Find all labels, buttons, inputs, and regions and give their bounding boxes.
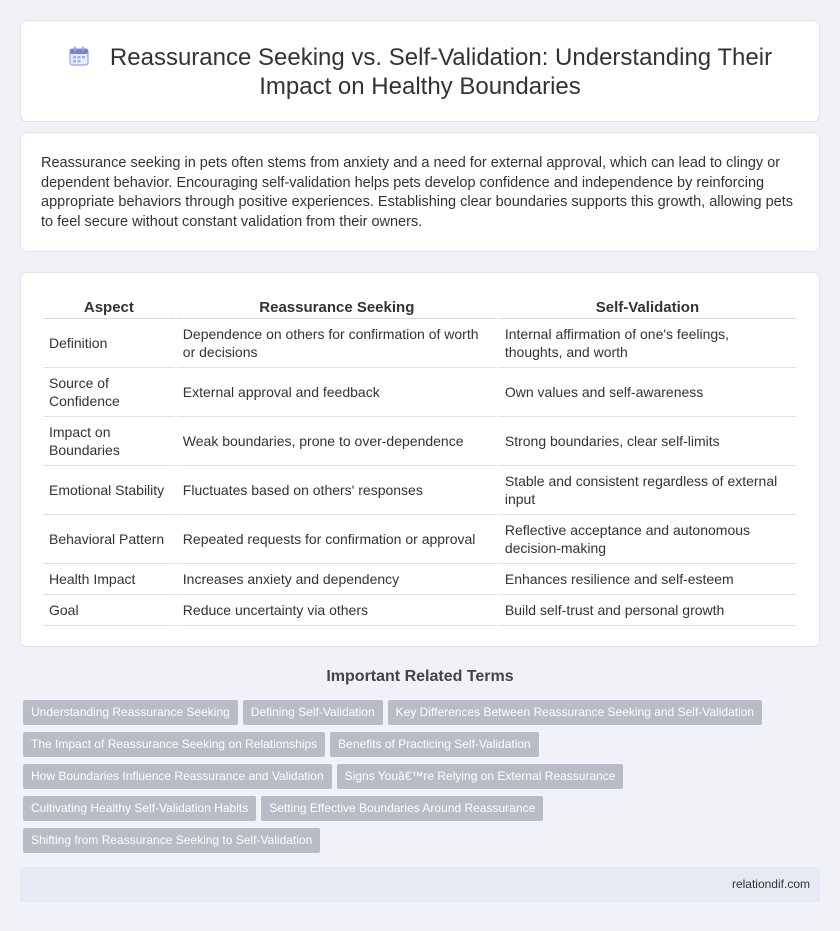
intro-paragraph: Reassurance seeking in pets often stems from anxiety and a need for external approval, which can lead to clingy or dependent behavior. Encouraging self-validation helps pets develop confidence and independence by reinforcing appropriate behaviors through positive experiences. Establishing clear boundaries supports this growth, allowing pets to feel secure without constant validation from their owners. — [41, 155, 794, 230]
related-terms-list — [23, 700, 803, 860]
table-cell-self-validation: Internal affirmation of one's feelings, thoughts, and worth — [499, 319, 796, 368]
table-row — [43, 515, 796, 564]
table-row — [43, 417, 796, 466]
table-cell-aspect: Definition — [43, 319, 175, 368]
tag-row — [23, 828, 803, 860]
table-cell-reassurance: Reduce uncertainty via others — [177, 595, 497, 626]
related-term-tag[interactable]: Benefits of Practicing Self-Validation — [330, 732, 539, 757]
comparison-table-card — [20, 272, 820, 647]
table-header-row — [43, 297, 796, 319]
tag-row — [23, 732, 803, 764]
table-cell-aspect: Goal — [43, 595, 175, 626]
table-cell-self-validation: Reflective acceptance and autonomous decision-making — [499, 515, 796, 564]
related-term-tag[interactable]: Understanding Reassurance Seeking — [23, 700, 238, 725]
header-card — [20, 20, 820, 122]
table-row — [43, 368, 796, 417]
footer — [20, 867, 820, 902]
page-title: Reassurance Seeking vs. Self-Validation: Understanding Their Impact on Healthy Boundaries — [109, 44, 773, 100]
table-row — [43, 466, 796, 515]
footer-site-name: relationdif.com — [731, 877, 810, 891]
title-wrap — [21, 43, 819, 101]
column-header-self-validation: Self-Validation — [499, 297, 796, 319]
related-terms-heading: Important Related Terms — [326, 668, 514, 685]
related-term-tag[interactable]: Setting Effective Boundaries Around Reassurance — [261, 796, 543, 821]
table-cell-reassurance: Repeated requests for confirmation or approval — [177, 515, 497, 564]
table-cell-aspect: Source of Confidence — [43, 368, 175, 417]
table-cell-self-validation: Stable and consistent regardless of external input — [499, 466, 796, 515]
table-cell-self-validation: Own values and self-awareness — [499, 368, 796, 417]
table-cell-reassurance: Weak boundaries, prone to over-dependence — [177, 417, 497, 466]
related-term-tag[interactable]: The Impact of Reassurance Seeking on Relationships — [23, 732, 325, 757]
table-row — [43, 564, 796, 595]
tag-row — [23, 764, 803, 796]
related-term-tag[interactable]: Defining Self-Validation — [243, 700, 383, 725]
table-cell-self-validation: Enhances resilience and self-esteem — [499, 564, 796, 595]
intro-card — [20, 132, 820, 252]
related-term-tag[interactable]: Signs Youâ€™re Relying on External Reassurance — [337, 764, 624, 789]
table-cell-reassurance: Fluctuates based on others' responses — [177, 466, 497, 515]
column-header-aspect: Aspect — [43, 297, 175, 319]
comparison-table — [41, 297, 798, 626]
table-cell-aspect: Behavioral Pattern — [43, 515, 175, 564]
table-cell-aspect: Emotional Stability — [43, 466, 175, 515]
calendar-icon — [68, 45, 90, 67]
tag-row — [23, 700, 803, 732]
column-header-reassurance-seeking: Reassurance Seeking — [177, 297, 497, 319]
tag-row — [23, 796, 803, 828]
table-cell-self-validation: Strong boundaries, clear self-limits — [499, 417, 796, 466]
table-cell-reassurance: Dependence on others for confirmation of worth or decisions — [177, 319, 497, 368]
table-row — [43, 595, 796, 626]
table-row — [43, 319, 796, 368]
table-cell-reassurance: External approval and feedback — [177, 368, 497, 417]
table-cell-self-validation: Build self-trust and personal growth — [499, 595, 796, 626]
table-cell-aspect: Health Impact — [43, 564, 175, 595]
related-term-tag[interactable]: Shifting from Reassurance Seeking to Self-Validation — [23, 828, 320, 853]
related-term-tag[interactable]: Cultivating Healthy Self-Validation Habits — [23, 796, 256, 821]
related-term-tag[interactable]: How Boundaries Influence Reassurance and Validation — [23, 764, 332, 789]
table-cell-reassurance: Increases anxiety and dependency — [177, 564, 497, 595]
table-cell-aspect: Impact on Boundaries — [43, 417, 175, 466]
related-term-tag[interactable]: Key Differences Between Reassurance Seeking and Self-Validation — [388, 700, 762, 725]
